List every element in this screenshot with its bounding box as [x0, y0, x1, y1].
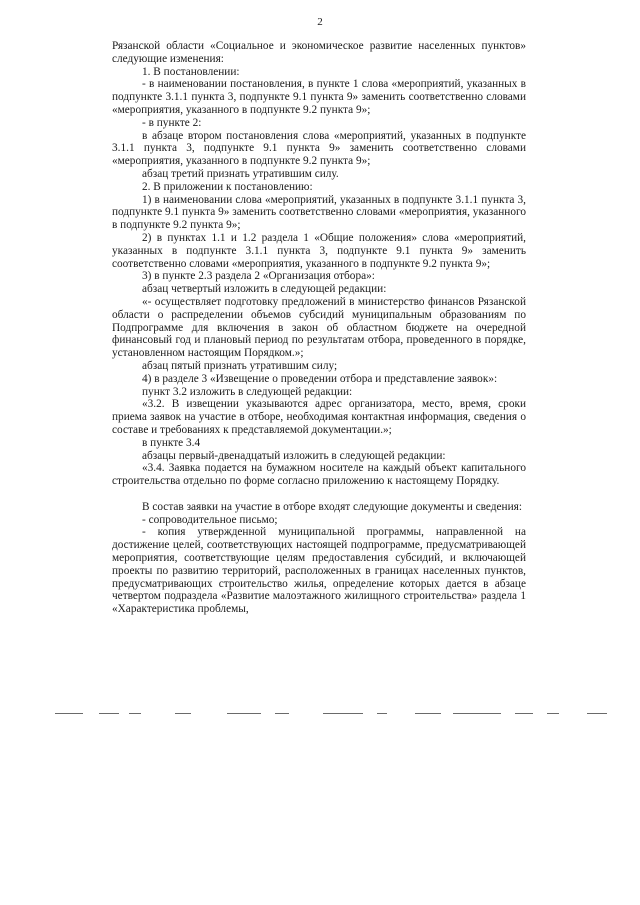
paragraph: абзац четвертый изложить в следующей редакции:: [142, 283, 387, 296]
page-number: 2: [317, 16, 323, 28]
paragraph: В состав заявки на участие в отборе входят следующие документы и сведения:: [142, 500, 522, 513]
paragraph: 1. В постановлении:: [142, 65, 240, 78]
paragraph: «- осуществляет подготовку предложений в министерство финансов Рязанской области о распределении объемов субсидий муниципальным образованиям по Подпрограмме для включения в закон об областном бюджете на очередной финансовый год и плановый период по результатам отбора, проведенного в порядке, установленном настоящим Порядком.»;: [112, 295, 526, 360]
paragraph: пункт 3.2 изложить в следующей редакции:: [142, 385, 353, 398]
paragraph: абзацы первый-двенадцатый изложить в следующей редакции:: [142, 449, 446, 462]
paragraph: «3.2. В извещении указываются адрес организатора, место, время, сроки приема заявок на участие в отборе, необходимая контактная информация, сведения о составе и требованиях к представляемой документации.»;: [112, 398, 526, 436]
paragraph: Рязанской области «Социальное и экономическое развитие населенных пунктов» следующие изменения:: [112, 40, 526, 65]
paragraph: 4) в разделе 3 «Извещение о проведении отбора и представление заявок»:: [142, 372, 498, 385]
paragraph: 1) в наименовании слова «мероприятий, указанных в подпункте 3.1.1 пункта 3, подпункте 9.1 пункта 9» заменить соответственно словами «мероприятия, указанного в подпункте 9.2 пункта 9»;: [112, 193, 526, 232]
paragraph: - в пункте 2:: [142, 116, 202, 129]
paragraph: в пункте 3.4: [142, 436, 201, 449]
paragraph: 2. В приложении к постановлению:: [142, 180, 313, 193]
paragraph: в абзаце втором постановления слова «мероприятий, указанных в подпункте 3.1.1 пункта 3, подпункте 9.1 пункта 9» заменить соответственно словами «мероприятия, указанного в подпункте 9.2 пункта 9»;: [112, 129, 526, 168]
paragraph: - копия утвержденной муниципальной программы, направленной на достижение целей, соответствующих настоящей подпрограмме, предусматривающей мероприятия, соответствующие целям предоставления субсидий, и включающей проекты по развитию территорий, расположенных в границах населенных пунктов, предусматривающих строительство жилья, определение которых дается в абзаце четвертом подраздела «Развитие малоэтажного жилищного строительства» раздела 1 «Характеристика проблемы,: [112, 526, 526, 616]
document-body: [112, 40, 526, 616]
paragraph: - в наименовании постановления, в пункте 1 слова «мероприятий, указанных в подпункте 3.1.1 пункта 3, подпункте 9.1 пункта 9» заменить соответственно словами «мероприятия, указанного в подпункте 9.2 пункта 9»;: [112, 78, 526, 116]
paragraph: абзац третий признать утратившим силу.: [142, 167, 339, 180]
scan-artifact-line: [55, 713, 615, 717]
paragraph: «3.4. Заявка подается на бумажном носителе на каждый объект капитального строительства отдельно по форме согласно приложению к настоящему Порядку.: [112, 462, 526, 488]
paragraph: абзац пятый признать утратившим силу;: [142, 359, 338, 372]
paragraph: 3) в пункте 2.3 раздела 2 «Организация отбора»:: [142, 270, 375, 283]
paragraph: 2) в пунктах 1.1 и 1.2 раздела 1 «Общие положения» слова «мероприятий, указанных в подпункте 3.1.1 пункта 3, подпункте 9.1 пункта 9» заменить соответственно словами «мероприятия, указанного в подпункте 9.2 пункта 9»;: [112, 231, 526, 270]
paragraph: - сопроводительное письмо;: [142, 513, 278, 526]
